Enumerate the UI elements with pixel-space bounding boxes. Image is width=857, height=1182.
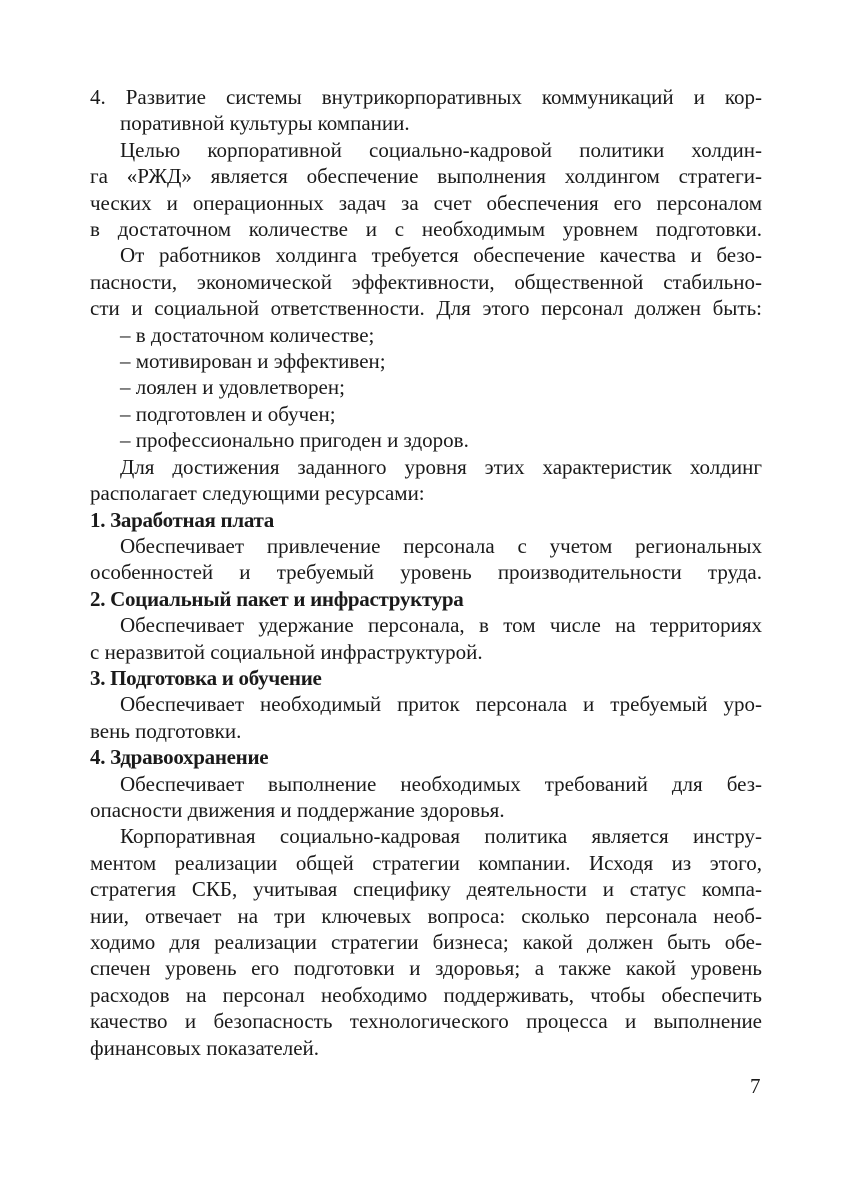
section-heading: 2. Социальный пакет и инфраструктура [90, 586, 464, 611]
list-item: – профессионально пригоден и здоров. [120, 428, 469, 453]
text-line: га «РЖД» является обеспечение выполнения холдингом стратеги- [90, 164, 762, 189]
section-heading: 1. Заработная плата [90, 507, 274, 532]
text-line: вень подготовки. [90, 718, 242, 743]
text-line: Обеспечивает удержание персонала, в том числе на территориях [120, 613, 762, 638]
text-line: ческих и операционных задач за счет обеспечения его персоналом [90, 190, 762, 215]
text-line: особенностей и требуемый уровень производительности труда. [90, 560, 762, 585]
text-line: пасности, экономической эффективности, общественной стабильно- [90, 269, 762, 294]
text-line: стратегия СКБ, учитывая специфику деятельности и статус компа- [90, 877, 762, 902]
text-line: в достаточном количестве и с необходимым уровнем подготовки. [90, 217, 762, 242]
list-item: – в достаточном количестве; [120, 322, 375, 347]
text-line: 4. Развитие системы внутрикорпоративных коммуникаций и кор- [90, 85, 762, 109]
text-line: Целью корпоративной социально-кадровой политики холдин- [120, 137, 762, 162]
text-line: с неразвитой социальной инфраструктурой. [90, 639, 483, 664]
list-item: – лоялен и удовлетворен; [120, 375, 345, 400]
text-line: опасности движения и поддержание здоровья. [90, 797, 505, 822]
text-line: располагает следующими ресурсами: [90, 481, 425, 506]
list-item: – подготовлен и обучен; [120, 401, 336, 426]
text-line: нии, отвечает на три ключевых вопроса: сколько персонала необ- [90, 903, 762, 928]
list-item: – мотивирован и эффективен; [120, 349, 386, 374]
text-line: финансовых показателей. [90, 1035, 320, 1060]
text-line: От работников холдинга требуется обеспечение качества и безо- [120, 243, 762, 268]
text-line: Обеспечивает необходимый приток персонала и требуемый уро- [120, 692, 762, 717]
text-line: поративной культуры компании. [120, 111, 410, 136]
text-line: Для достижения заданного уровня этих характеристик холдинг [120, 454, 762, 479]
text-line: качество и безопасность технологического процесса и выполнение [90, 1009, 762, 1034]
section-heading: 3. Подготовка и обучение [90, 665, 322, 690]
text-line: Обеспечивает выполнение необходимых требований для без- [120, 771, 762, 796]
page-number: 7 [750, 1074, 761, 1098]
section-heading: 4. Здравоохранение [90, 745, 269, 770]
text-line: Обеспечивает привлечение персонала с учетом региональных [120, 533, 762, 558]
text-line: ходимо для реализации стратегии бизнеса; какой должен быть обе- [90, 930, 762, 954]
text-line: спечен уровень его подготовки и здоровья; а также какой уровень [90, 956, 762, 981]
text-line: Корпоративная социально-кадровая политика является инстру- [120, 824, 762, 849]
document-body [90, 84, 762, 1061]
text-line: ментом реализации общей стратегии компании. Исходя из этого, [90, 850, 762, 875]
text-line: сти и социальной ответственности. Для этого персонал должен быть: [90, 296, 762, 321]
text-line: расходов на персонал необходимо поддерживать, чтобы обеспечить [90, 982, 762, 1007]
